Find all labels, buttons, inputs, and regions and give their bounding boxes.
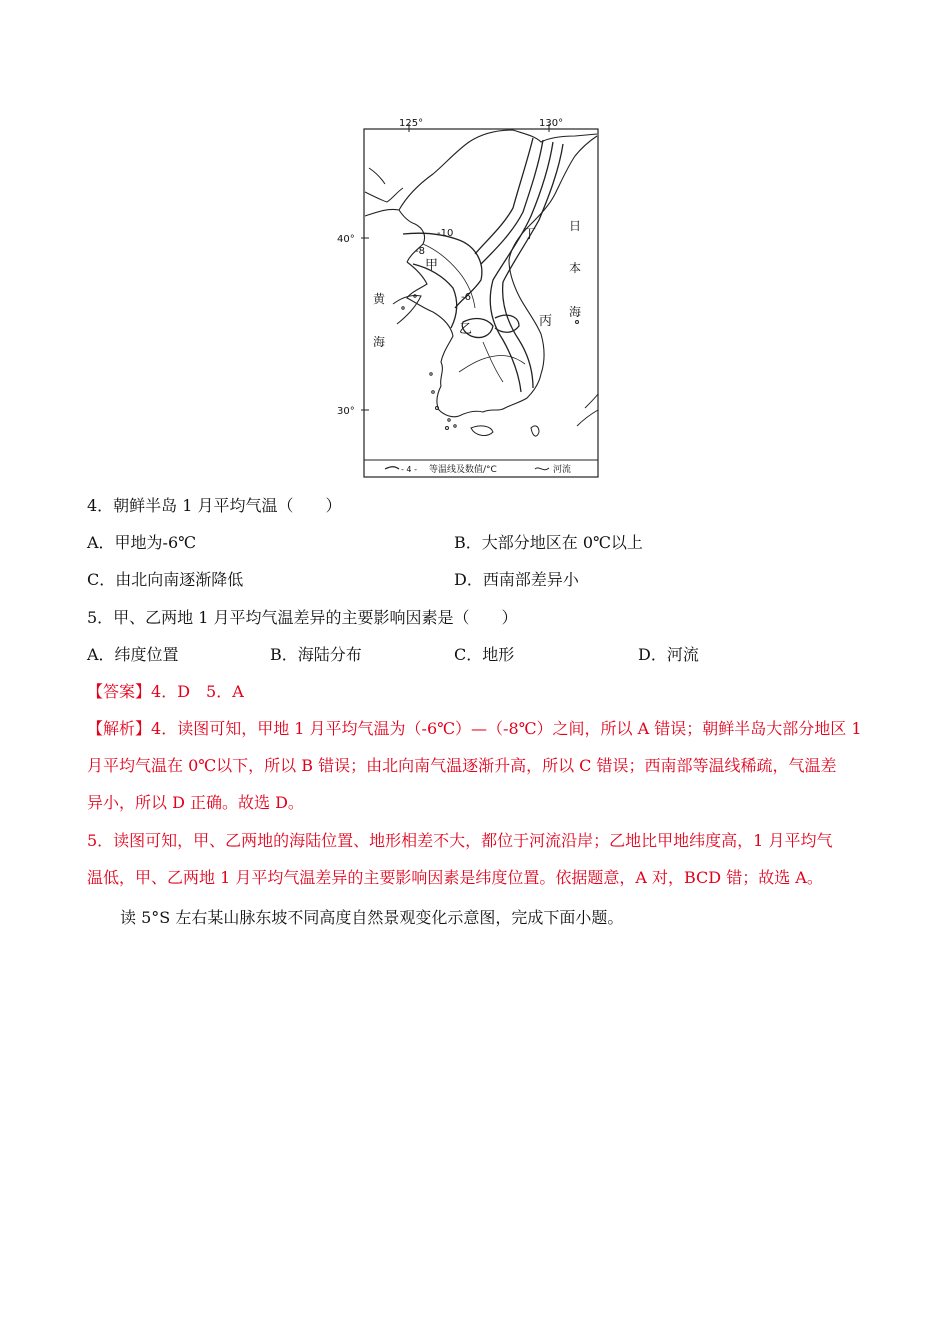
map-frame — [364, 129, 598, 477]
answer-line — [87, 682, 244, 702]
q4-option-d: D．西南部差异小 — [454, 570, 579, 589]
answer-tag: 【答案】 — [87, 682, 152, 701]
label-ri: 日 — [569, 219, 582, 233]
analysis-q4-line-2: 月平均气温在 0℃以下，所以 B 错误；由北向南气温逐渐升高，所以 C 错误；西南部等温线稀疏，气温差 — [87, 756, 837, 775]
analysis-tag: 【解析】 — [87, 719, 152, 738]
isotherm-value-6: -6 — [461, 292, 471, 303]
label-hai-east: 海 — [569, 305, 582, 319]
label-yi: 乙 — [459, 322, 473, 337]
lon-label-130: 130° — [539, 118, 564, 129]
korea-isotherm-map — [337, 112, 601, 480]
q4-option-b: B．大部分地区在 0℃以上 — [454, 533, 643, 552]
isotherm-value-10: -10 — [437, 228, 454, 239]
q5-option-d: D．河流 — [638, 645, 699, 664]
label-ding: 丁 — [523, 227, 537, 242]
lat-label-30: 30° — [337, 406, 355, 417]
q4-stem: 4．朝鲜半岛 1 月平均气温（ ） — [87, 496, 342, 515]
lat-label-40: 40° — [337, 234, 355, 245]
lon-label-125: 125° — [399, 118, 424, 129]
q4-option-a: A．甲地为-6℃ — [87, 533, 197, 552]
q4-option-c: C．由北向南逐渐降低 — [87, 570, 244, 589]
analysis-q4-line-1: 【解析】4．读图可知，甲地 1 月平均气温为（-6℃）—（-8℃）之间，所以 A 错误；朝鲜半岛大部分地区 1 — [87, 719, 862, 738]
legend-river-label: 河流 — [553, 465, 572, 475]
label-bing: 丙 — [539, 314, 553, 329]
q5-stem: 5．甲、乙两地 1 月平均气温差异的主要影响因素是（ ） — [87, 608, 518, 627]
isotherm-value-8: -8 — [415, 246, 425, 257]
legend-isotherm-sample: - 4 - — [401, 465, 417, 474]
analysis-q5 — [87, 822, 865, 896]
label-huang: 黄 — [373, 292, 386, 306]
answer-text: 4．D 5．A — [151, 682, 244, 701]
analysis-q4 — [87, 710, 865, 821]
label-jia: 甲 — [425, 258, 439, 273]
next-question-intro: 读 5°S 左右某山脉东坡不同高度自然景观变化示意图，完成下面小题。 — [120, 908, 624, 927]
q5-option-c: C．地形 — [454, 645, 515, 664]
label-ben: 本 — [569, 261, 582, 275]
legend-isotherm-label: 等温线及数值/°C — [429, 465, 497, 475]
analysis-q5-line-2: 温低，甲、乙两地 1 月平均气温差异的主要影响因素是纬度位置。依据题意，A 对，BCD 错；故选 A。 — [87, 868, 823, 887]
label-hai-west: 海 — [373, 335, 386, 349]
q5-option-a: A．纬度位置 — [87, 645, 179, 664]
analysis-q5-line-1: 5．读图可知，甲、乙两地的海陆位置、地形相差不大，都位于河流沿岸；乙地比甲地纬度高，1 月平均气 — [87, 831, 833, 850]
q5-option-b: B．海陆分布 — [270, 645, 362, 664]
analysis-q4-line-3: 异小，所以 D 正确。故选 D。 — [87, 793, 304, 812]
